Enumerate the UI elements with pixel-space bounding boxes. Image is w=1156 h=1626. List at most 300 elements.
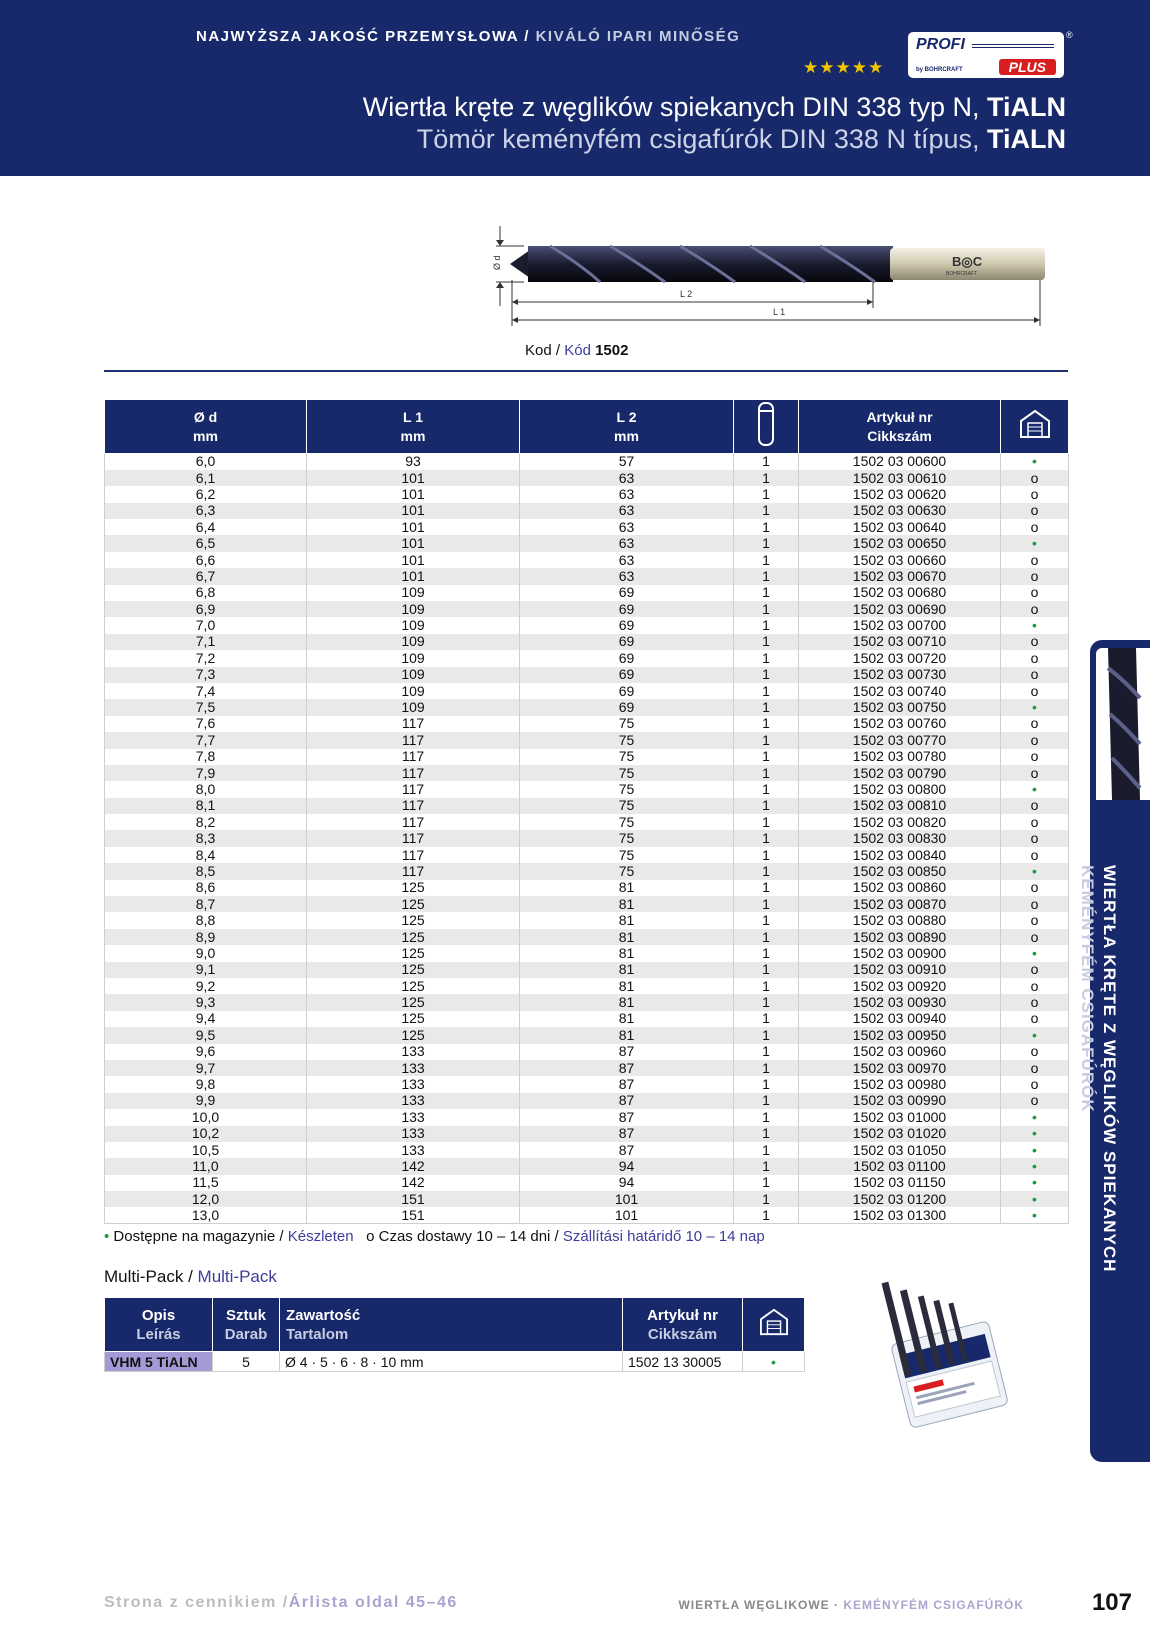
- cell-diameter: 6,0: [105, 454, 307, 470]
- cell-diameter: 9,9: [105, 1093, 307, 1109]
- code-label-hu: Kód: [564, 342, 591, 359]
- cell-l1: 142: [307, 1158, 520, 1174]
- table-row: [105, 552, 1069, 568]
- cell-pack-qty: 1: [734, 1044, 799, 1060]
- on-order-circle-icon: o: [1001, 732, 1069, 748]
- in-stock-dot-icon: •: [1001, 1175, 1069, 1191]
- drill-closeup-icon: [1096, 648, 1150, 800]
- cell-pack-qty: 1: [734, 1093, 799, 1109]
- mp-col-content-hu: Tartalom: [286, 1325, 349, 1343]
- cell-pack-qty: 1: [734, 535, 799, 551]
- table-row: [105, 634, 1069, 650]
- on-order-circle-icon: o: [1001, 650, 1069, 666]
- cell-article-number: 1502 03 00890: [799, 929, 1001, 945]
- cell-pack-qty: 1: [734, 1027, 799, 1043]
- mp-col-desc-pl: Opis: [141, 1306, 176, 1324]
- footer-price-reference: [104, 1594, 458, 1612]
- table-row: [105, 585, 1069, 601]
- multipack-title-pl: Multi-Pack: [104, 1267, 184, 1286]
- side-tab-line-pl: WIERTŁA KRĘTE Z WĘGLIKÓW SPIEKANYCH: [1100, 865, 1119, 1273]
- shank-brand: B◎C: [952, 254, 983, 269]
- cell-article-number: 1502 03 00740: [799, 683, 1001, 699]
- on-order-circle-icon: o: [1001, 798, 1069, 814]
- cell-l2: 63: [520, 470, 734, 486]
- col-l1: [307, 400, 520, 454]
- cell-l2: 57: [520, 454, 734, 470]
- side-drill-image: [1096, 648, 1156, 800]
- on-order-circle-icon: o: [1001, 585, 1069, 601]
- cell-l2: 75: [520, 830, 734, 846]
- table-row: [105, 486, 1069, 502]
- cell-article-number: 1502 03 00610: [799, 470, 1001, 486]
- cell-diameter: 7,4: [105, 683, 307, 699]
- title-hu: [417, 124, 1066, 155]
- cell-diameter: 8,2: [105, 814, 307, 830]
- in-stock-dot-icon: •: [1001, 617, 1069, 633]
- col-pack-qty: [734, 400, 799, 454]
- table-row: [105, 830, 1069, 846]
- cell-diameter: 8,3: [105, 830, 307, 846]
- cell-l1: 125: [307, 962, 520, 978]
- col-l1-unit: mm: [400, 427, 426, 444]
- in-stock-dot-icon: •: [1001, 1158, 1069, 1174]
- cell-l2: 63: [520, 486, 734, 502]
- cell-pack-qty: 1: [734, 863, 799, 879]
- cell-l1: 117: [307, 798, 520, 814]
- in-stock-dot-icon: •: [1001, 454, 1069, 470]
- cell-article-number: 1502 03 00680: [799, 585, 1001, 601]
- table-row: [105, 1158, 1069, 1174]
- cell-diameter: 8,0: [105, 781, 307, 797]
- table-row: [105, 1044, 1069, 1060]
- cell-pack-qty: 1: [734, 1207, 799, 1223]
- on-order-circle-icon: o: [1001, 896, 1069, 912]
- cell-article-number: 1502 03 00880: [799, 912, 1001, 928]
- table-row: [105, 601, 1069, 617]
- title-hu-coating: TiALN: [987, 124, 1066, 154]
- cell-article-number: 1502 03 00810: [799, 798, 1001, 814]
- side-tab-text: [1076, 865, 1120, 1272]
- cell-diameter: 9,4: [105, 1011, 307, 1027]
- cell-l1: 109: [307, 617, 520, 633]
- on-order-circle-icon: o: [1001, 503, 1069, 519]
- on-order-circle-icon: o: [1001, 962, 1069, 978]
- cell-pack-qty: 1: [734, 667, 799, 683]
- cell-article-number: 1502 03 01050: [799, 1142, 1001, 1158]
- cell-l2: 69: [520, 601, 734, 617]
- in-stock-dot-icon: •: [1001, 535, 1069, 551]
- cell-article-number: 1502 03 00900: [799, 945, 1001, 961]
- table-row: [105, 912, 1069, 928]
- cell-article-number: 1502 03 00930: [799, 994, 1001, 1010]
- table-row: [105, 896, 1069, 912]
- cell-pack-qty: 1: [734, 585, 799, 601]
- page-header: [0, 0, 1150, 176]
- cell-pack-qty: 1: [734, 749, 799, 765]
- title-pl-text: Wiertła kręte z węglików spiekanych DIN 338 typ N,: [362, 92, 987, 122]
- cell-pack-qty: 1: [734, 847, 799, 863]
- cell-l1: 117: [307, 847, 520, 863]
- cell-article-number: 1502 03 00670: [799, 568, 1001, 584]
- footer-left-hu: Árlista oldal 45–46: [288, 1594, 458, 1611]
- mp-col-desc: [105, 1298, 213, 1352]
- cell-diameter: 6,6: [105, 552, 307, 568]
- cell-l1: 117: [307, 814, 520, 830]
- col-diameter-unit: mm: [193, 427, 218, 444]
- cell-l1: 101: [307, 552, 520, 568]
- logo-profi-text: PROFI: [916, 36, 965, 53]
- table-row: [105, 814, 1069, 830]
- table-row: [105, 535, 1069, 551]
- on-order-circle-icon: o: [1001, 552, 1069, 568]
- col-diameter: [105, 400, 307, 454]
- cell-l2: 69: [520, 683, 734, 699]
- logo-by-text: by BOHRCRAFT: [916, 67, 963, 73]
- cell-l2: 87: [520, 1142, 734, 1158]
- multipack-title-hu: Multi-Pack: [197, 1267, 277, 1286]
- cell-l1: 101: [307, 486, 520, 502]
- cell-l1: 133: [307, 1044, 520, 1060]
- cell-article-number: 1502 03 00760: [799, 716, 1001, 732]
- cell-diameter: 6,2: [105, 486, 307, 502]
- cell-l1: 151: [307, 1207, 520, 1223]
- cell-l2: 63: [520, 519, 734, 535]
- legend-out-pl: Czas dostawy 10 – 14 dni: [374, 1228, 551, 1245]
- cell-l2: 63: [520, 535, 734, 551]
- legend-in-pl: Dostępne na magazynie: [109, 1228, 276, 1245]
- on-order-circle-icon: o: [1001, 519, 1069, 535]
- on-order-circle-icon: o: [1001, 486, 1069, 502]
- on-order-circle-icon: o: [1001, 634, 1069, 650]
- cell-article-number: 1502 03 00690: [799, 601, 1001, 617]
- cell-l1: 125: [307, 880, 520, 896]
- footer-right-hu: KEMÉNYFÉM CSIGAFÚRÓK: [843, 1598, 1024, 1612]
- cell-diameter: 11,5: [105, 1175, 307, 1191]
- cell-diameter: 11,0: [105, 1158, 307, 1174]
- table-row: [105, 1142, 1069, 1158]
- mp-col-article: [623, 1298, 743, 1352]
- table-row: [105, 962, 1069, 978]
- mp-col-content-pl: Zawartość: [286, 1306, 361, 1324]
- mp-col-availability: [743, 1298, 805, 1352]
- cell-l1: 125: [307, 896, 520, 912]
- table-row: [105, 1207, 1069, 1223]
- cell-l2: 94: [520, 1175, 734, 1191]
- mp-availability-dot-icon: •: [743, 1352, 805, 1372]
- cell-diameter: 7,2: [105, 650, 307, 666]
- cell-pack-qty: 1: [734, 1076, 799, 1092]
- cell-diameter: 12,0: [105, 1191, 307, 1207]
- cell-article-number: 1502 03 01000: [799, 1109, 1001, 1125]
- cell-l2: 69: [520, 617, 734, 633]
- cell-l2: 81: [520, 1027, 734, 1043]
- in-stock-dot-icon: •: [1001, 1207, 1069, 1223]
- cell-pack-qty: 1: [734, 732, 799, 748]
- cell-l1: 117: [307, 749, 520, 765]
- table-row: [105, 699, 1069, 715]
- col-availability: [1001, 400, 1069, 454]
- on-order-circle-icon: o: [1001, 830, 1069, 846]
- cell-article-number: 1502 03 00620: [799, 486, 1001, 502]
- on-order-circle-icon: o: [1001, 1044, 1069, 1060]
- cell-l1: 117: [307, 863, 520, 879]
- cell-l1: 117: [307, 716, 520, 732]
- cell-pack-qty: 1: [734, 699, 799, 715]
- on-order-circle-icon: o: [1001, 912, 1069, 928]
- cell-l1: 125: [307, 929, 520, 945]
- cell-pack-qty: 1: [734, 486, 799, 502]
- cell-pack-qty: 1: [734, 1060, 799, 1076]
- cell-l1: 142: [307, 1175, 520, 1191]
- multipack-product-image: [880, 1262, 1010, 1432]
- cell-article-number: 1502 03 01150: [799, 1175, 1001, 1191]
- cell-l2: 87: [520, 1109, 734, 1125]
- legend-sep-2: /: [550, 1228, 563, 1245]
- on-order-circle-icon: o: [1001, 749, 1069, 765]
- on-order-circle-icon: o: [1001, 994, 1069, 1010]
- cell-l2: 75: [520, 847, 734, 863]
- cell-l2: 75: [520, 732, 734, 748]
- cell-article-number: 1502 03 01020: [799, 1126, 1001, 1142]
- cell-l2: 94: [520, 1158, 734, 1174]
- table-row: [105, 470, 1069, 486]
- mp-name: VHM 5 TiALN: [105, 1352, 213, 1372]
- logo-plus-text: PLUS: [999, 59, 1056, 75]
- cell-pack-qty: 1: [734, 781, 799, 797]
- cell-article-number: 1502 03 00800: [799, 781, 1001, 797]
- cell-pack-qty: 1: [734, 1158, 799, 1174]
- cell-l2: 75: [520, 716, 734, 732]
- cell-pack-qty: 1: [734, 994, 799, 1010]
- availability-legend: [104, 1228, 765, 1245]
- cell-diameter: 6,3: [105, 503, 307, 519]
- cell-pack-qty: 1: [734, 683, 799, 699]
- cell-l2: 69: [520, 667, 734, 683]
- cell-diameter: 9,7: [105, 1060, 307, 1076]
- pack-tube-icon: [755, 401, 777, 447]
- cell-l2: 75: [520, 814, 734, 830]
- cell-l2: 101: [520, 1207, 734, 1223]
- col-article-hu: Cikkszám: [867, 427, 932, 444]
- table-row: [105, 1175, 1069, 1191]
- cell-pack-qty: 1: [734, 634, 799, 650]
- cell-article-number: 1502 03 00970: [799, 1060, 1001, 1076]
- drill-technical-drawing: [490, 222, 1070, 352]
- footer-right-sep: ·: [829, 1598, 844, 1612]
- cell-article-number: 1502 03 01100: [799, 1158, 1001, 1174]
- cell-l2: 87: [520, 1044, 734, 1060]
- table-row: [105, 945, 1069, 961]
- cell-l2: 81: [520, 994, 734, 1010]
- cell-article-number: 1502 03 00840: [799, 847, 1001, 863]
- table-row: [105, 863, 1069, 879]
- cell-pack-qty: 1: [734, 1175, 799, 1191]
- cell-l1: 117: [307, 781, 520, 797]
- cell-diameter: 9,1: [105, 962, 307, 978]
- cell-pack-qty: 1: [734, 1011, 799, 1027]
- on-order-circle-icon: o: [1001, 814, 1069, 830]
- cell-pack-qty: 1: [734, 454, 799, 470]
- table-row: [105, 1093, 1069, 1109]
- label-diameter: Ø d: [492, 255, 502, 270]
- table-row: [105, 732, 1069, 748]
- cell-l1: 101: [307, 519, 520, 535]
- cell-l2: 75: [520, 863, 734, 879]
- cell-l1: 109: [307, 699, 520, 715]
- table-row: [105, 765, 1069, 781]
- cell-diameter: 7,0: [105, 617, 307, 633]
- cell-l1: 133: [307, 1142, 520, 1158]
- cell-diameter: 6,9: [105, 601, 307, 617]
- cell-diameter: 7,5: [105, 699, 307, 715]
- on-order-circle-icon: o: [1001, 1076, 1069, 1092]
- cell-pack-qty: 1: [734, 830, 799, 846]
- cell-l1: 125: [307, 1027, 520, 1043]
- cell-article-number: 1502 03 00920: [799, 978, 1001, 994]
- cell-pack-qty: 1: [734, 912, 799, 928]
- cell-pack-qty: 1: [734, 814, 799, 830]
- on-order-circle-icon: o: [1001, 568, 1069, 584]
- cell-l2: 69: [520, 699, 734, 715]
- cell-diameter: 9,0: [105, 945, 307, 961]
- cell-pack-qty: 1: [734, 601, 799, 617]
- cell-article-number: 1502 03 00860: [799, 880, 1001, 896]
- cell-l1: 117: [307, 732, 520, 748]
- cell-article-number: 1502 03 00820: [799, 814, 1001, 830]
- cell-pack-qty: 1: [734, 962, 799, 978]
- cell-l1: 101: [307, 470, 520, 486]
- cell-l1: 93: [307, 454, 520, 470]
- drill-size-table: [104, 399, 1069, 1224]
- cell-l1: 109: [307, 585, 520, 601]
- cell-l1: 109: [307, 601, 520, 617]
- cell-diameter: 9,2: [105, 978, 307, 994]
- cell-pack-qty: 1: [734, 568, 799, 584]
- cell-l1: 109: [307, 650, 520, 666]
- in-stock-dot-icon: •: [1001, 781, 1069, 797]
- in-stock-dot-icon: •: [1001, 863, 1069, 879]
- footer-left-pl: Strona z cennikiem: [104, 1594, 283, 1611]
- cell-diameter: 7,8: [105, 749, 307, 765]
- cell-l1: 125: [307, 994, 520, 1010]
- title-hu-text: Tömör keményfém csigafúrók DIN 338 N típus,: [416, 124, 987, 154]
- cell-l1: 125: [307, 978, 520, 994]
- cell-diameter: 13,0: [105, 1207, 307, 1223]
- cell-article-number: 1502 03 00830: [799, 830, 1001, 846]
- table-row: [105, 1109, 1069, 1125]
- table-row: [105, 749, 1069, 765]
- cell-l1: 133: [307, 1109, 520, 1125]
- cell-l1: 125: [307, 945, 520, 961]
- mp-col-qty-pl: Sztuk: [225, 1306, 266, 1324]
- table-row: [105, 781, 1069, 797]
- on-order-circle-icon: o: [366, 1228, 375, 1245]
- cell-article-number: 1502 03 00870: [799, 896, 1001, 912]
- table-row: [105, 978, 1069, 994]
- cell-pack-qty: 1: [734, 880, 799, 896]
- cell-diameter: 7,6: [105, 716, 307, 732]
- label-l1: L 1: [773, 307, 786, 317]
- mp-col-desc-hu: Leírás: [136, 1325, 181, 1343]
- mp-col-qty-hu: Darab: [224, 1325, 268, 1343]
- cell-article-number: 1502 03 00730: [799, 667, 1001, 683]
- drill-tip-icon: [510, 250, 530, 278]
- on-order-circle-icon: o: [1001, 1060, 1069, 1076]
- cell-l2: 69: [520, 650, 734, 666]
- cell-diameter: 8,4: [105, 847, 307, 863]
- cell-diameter: 9,3: [105, 994, 307, 1010]
- cell-l2: 69: [520, 585, 734, 601]
- cell-l1: 101: [307, 568, 520, 584]
- legend-out-hu: Szállítási határidő 10 – 14 nap: [562, 1228, 765, 1245]
- table-row: [105, 716, 1069, 732]
- cell-article-number: 1502 03 00720: [799, 650, 1001, 666]
- cell-l1: 125: [307, 1011, 520, 1027]
- cell-l2: 75: [520, 798, 734, 814]
- in-stock-dot-icon: •: [1001, 1109, 1069, 1125]
- cell-diameter: 7,9: [105, 765, 307, 781]
- mp-col-article-hu: Cikkszám: [647, 1325, 718, 1343]
- multipack-title: [104, 1267, 277, 1287]
- cell-pack-qty: 1: [734, 1191, 799, 1207]
- table-row: [105, 617, 1069, 633]
- table-header-row: [105, 400, 1069, 454]
- cell-l1: 101: [307, 503, 520, 519]
- table-row: [105, 798, 1069, 814]
- registered-mark: ®: [1066, 30, 1073, 40]
- cell-l1: 101: [307, 535, 520, 551]
- cell-l2: 75: [520, 781, 734, 797]
- on-order-circle-icon: o: [1001, 765, 1069, 781]
- on-order-circle-icon: o: [1001, 929, 1069, 945]
- table-row: [105, 1191, 1069, 1207]
- cell-l2: 87: [520, 1126, 734, 1142]
- cell-pack-qty: 1: [734, 617, 799, 633]
- cell-l2: 81: [520, 978, 734, 994]
- cell-l1: 133: [307, 1126, 520, 1142]
- product-code: [525, 342, 628, 359]
- cell-article-number: 1502 03 00850: [799, 863, 1001, 879]
- cell-l1: 109: [307, 667, 520, 683]
- col-l2: [520, 400, 734, 454]
- cell-article-number: 1502 03 00630: [799, 503, 1001, 519]
- cell-pack-qty: 1: [734, 978, 799, 994]
- cell-l2: 81: [520, 912, 734, 928]
- cell-l2: 87: [520, 1060, 734, 1076]
- cell-l2: 69: [520, 634, 734, 650]
- cell-diameter: 8,1: [105, 798, 307, 814]
- in-stock-dot-icon: •: [1001, 1027, 1069, 1043]
- cell-l2: 63: [520, 568, 734, 584]
- legend-sep-1: /: [275, 1228, 288, 1245]
- on-order-circle-icon: o: [1001, 470, 1069, 486]
- cell-l1: 133: [307, 1076, 520, 1092]
- cell-l1: 125: [307, 912, 520, 928]
- multipack-header-row: [105, 1298, 805, 1352]
- legend-in-hu: Készleten: [287, 1228, 354, 1245]
- on-order-circle-icon: o: [1001, 667, 1069, 683]
- footer-section-name: [678, 1598, 1024, 1612]
- cell-l2: 87: [520, 1093, 734, 1109]
- table-row: [105, 503, 1069, 519]
- cell-diameter: 6,5: [105, 535, 307, 551]
- cell-diameter: 10,0: [105, 1109, 307, 1125]
- logo-drill-icon: [972, 44, 1054, 48]
- cell-l1: 109: [307, 634, 520, 650]
- tagline-hu: KIVÁLÓ IPARI MINŐSÉG: [535, 28, 741, 45]
- mp-col-article-pl: Artykuł nr: [647, 1306, 718, 1324]
- cell-l2: 81: [520, 962, 734, 978]
